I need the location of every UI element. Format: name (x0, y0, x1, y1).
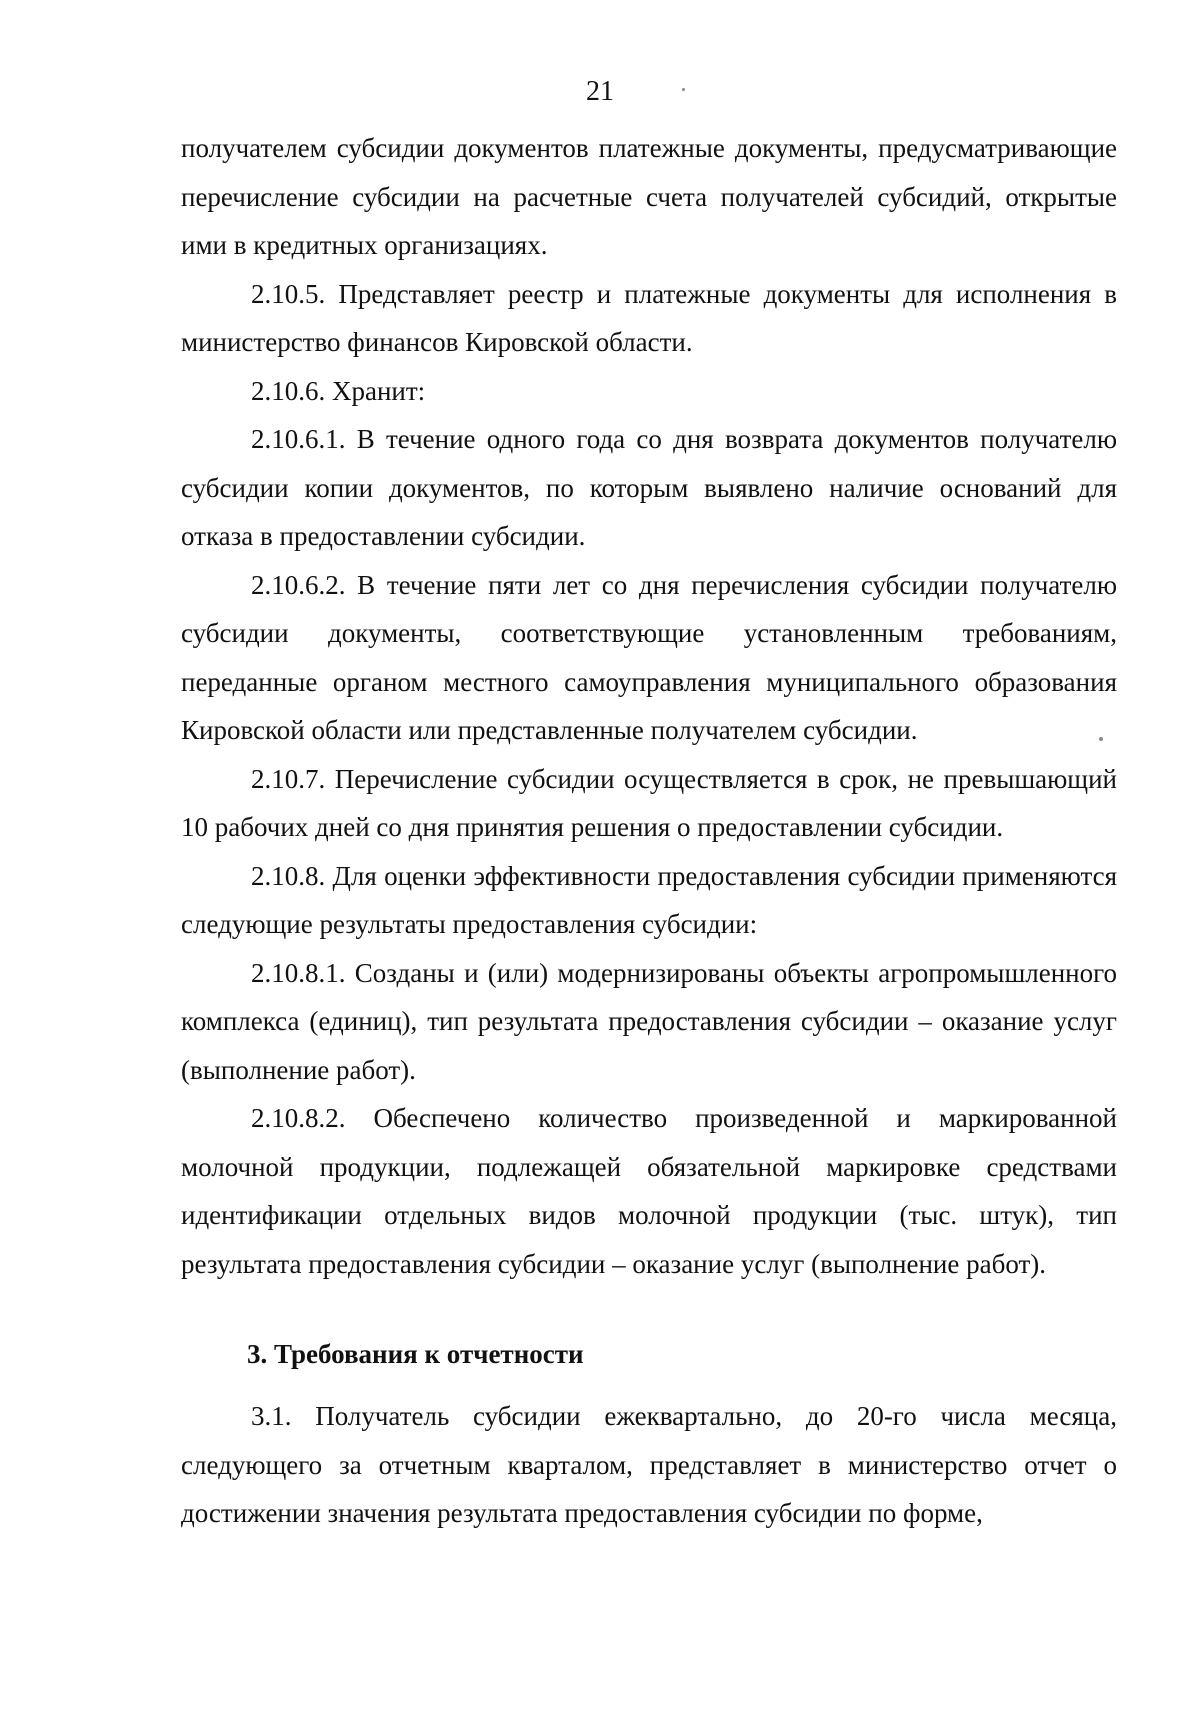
paragraph-2-10-6-2: 2.10.6.2. В течение пяти лет со дня перечисления субсидии получателю субсидии документы, соответствующие установленным требованиям, переданные органом местного самоуправления муниципального образования Кировской области или представленные получателем субсидии. (181, 569, 1117, 745)
paragraph-continuation: получателем субсидии документов платежные документы, предусматривающие перечисление субсидии на расчетные счета получателей субсидий, открытые ими в кредитных организациях. (181, 133, 1117, 260)
paragraph-2-10-8: 2.10.8. Для оценки эффективности предоставления субсидии применяются следующие результаты предоставления субсидии: (181, 860, 1117, 939)
paragraph-3-1: 3.1. Получатель субсидии ежеквартально, до 20-го числа месяца, следующего за отчетным кварталом, представляет в министерство отчет о достижении значения результата предоставления субсидии по форме, (181, 1401, 1117, 1528)
section-3-heading: 3. Требования к отчетности (247, 1339, 584, 1369)
paragraph-2-10-6-1: 2.10.6.1. В течение одного года со дня возврата документов получателю субсидии копии документов, по которым выявлено наличие оснований для отказа в предоставлении субсидии. (181, 424, 1117, 551)
scan-speck (682, 88, 685, 91)
page-number: 21 (586, 76, 614, 107)
paragraph-2-10-7: 2.10.7. Перечисление субсидии осуществляется в срок, не превышающий 10 рабочих дней со дня принятия решения о предоставлении субсидии. (181, 763, 1117, 842)
paragraph-2-10-5: 2.10.5. Представляет реестр и платежные документы для исполнения в министерство финансов Кировской области. (181, 278, 1117, 357)
paragraph-2-10-8-2: 2.10.8.2. Обеспечено количество произведенной и маркированной молочной продукции, подлежащей обязательной маркировке средствами идентификации отдельных видов молочной продукции (тыс. штук), тип результата предоставления субсидии – оказание услуг (выполнение работ). (181, 1103, 1117, 1279)
paragraph-2-10-8-1: 2.10.8.1. Созданы и (или) модернизированы объекты агропромышленного комплекса (единиц), тип результата предоставления субсидии – оказание услуг (выполнение работ). (181, 957, 1117, 1085)
document-body (181, 124, 1117, 1538)
scan-speck (1099, 737, 1103, 741)
paragraph-2-10-6: 2.10.6. Хранит: (251, 375, 426, 406)
